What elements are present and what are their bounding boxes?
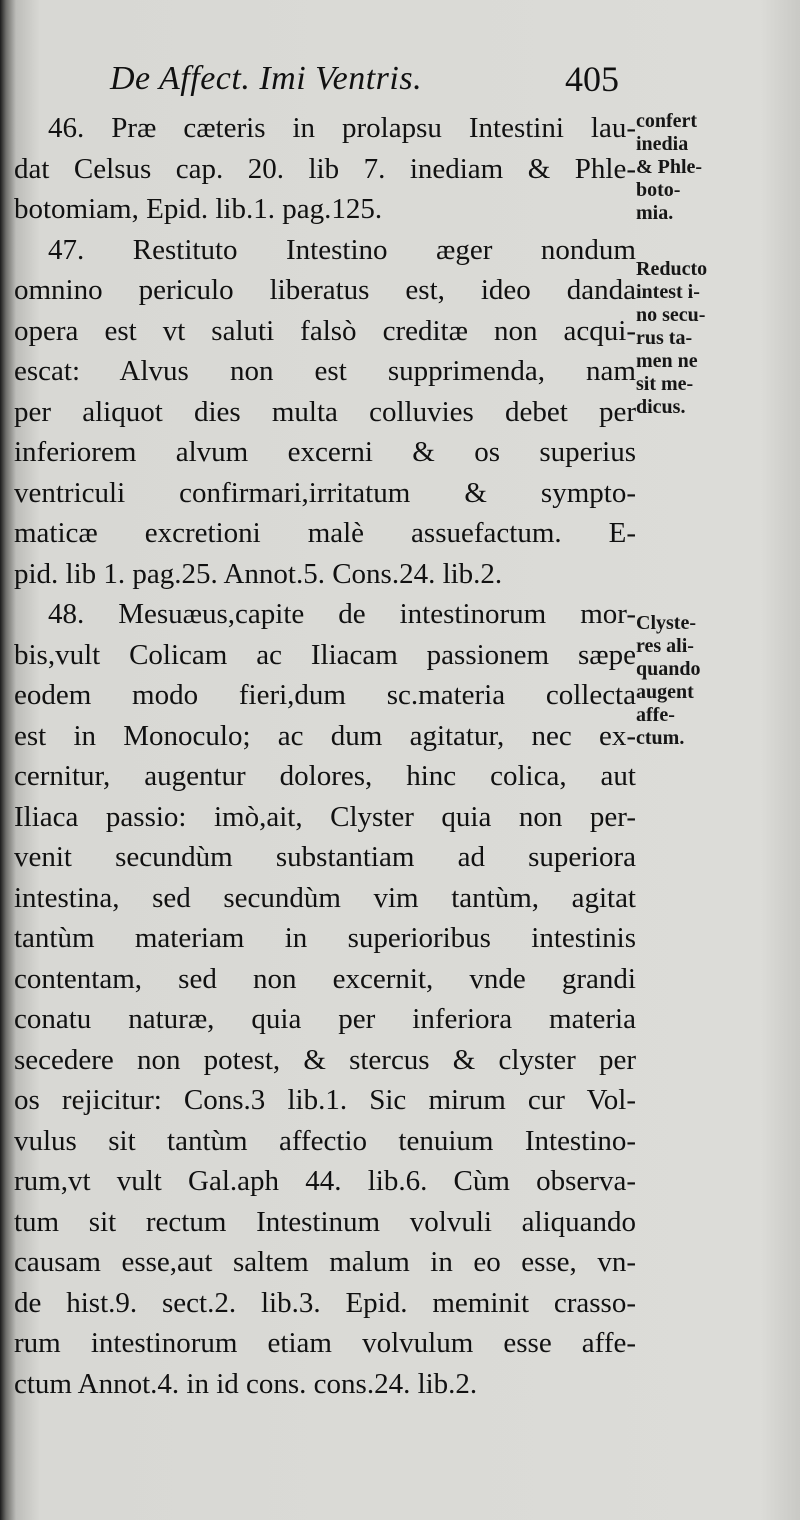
paragraph-47 [14,230,636,595]
text-line: per aliquot dies multa colluvies debet per [14,395,636,428]
text-line: causam esse,aut saltem malum in eo esse, vn- [14,1246,636,1278]
text-line: de hist.9. sect.2. lib.3. Epid. meminit crasso- [14,1286,636,1319]
text-line: os rejicitur: Cons.3 lib.1. Sic mirum cur Vol- [14,1084,636,1116]
text-line: Iliaca passio: imò,ait, Clyster quia non per- [14,800,636,833]
text-line: opera est vt saluti falsò creditæ non acqui- [14,314,636,347]
marginal-line: affe- [636,704,675,726]
text-line: 46. Præ cæteris in prolapsu Intestini lau- [48,112,636,144]
text-line: dat Celsus cap. 20. lib 7. inediam & Phle- [14,152,636,185]
text-line: tum sit rectum Intestinum volvuli aliquando [14,1205,636,1238]
marginal-line: dicus. [636,396,686,418]
marginal-note-clysteres [636,612,756,750]
text-line: 47. Restituto Intestino æger nondum [48,233,636,266]
marginal-line: boto- [636,179,681,201]
text-line: escat: Alvus non est supprimenda, nam [14,355,636,387]
running-head: De Affect. Imi Ventris. [110,60,423,97]
marginal-note-confert-inedia [636,110,756,225]
marginal-line: & Phle- [636,156,703,178]
text-line: bis,vult Colicam ac Iliacam passionem sæpe [14,638,636,671]
text-line: rum,vt vult Gal.aph 44. lib.6. Cùm observa- [14,1165,636,1197]
text-line: rum intestinorum etiam volvulum esse affe- [14,1327,636,1359]
marginal-line: confert [636,110,698,132]
text-line: omnino periculo liberatus est, ideo danda [14,274,636,306]
text-line: inferiorem alvum excerni & os superius [14,436,636,468]
text-line: vulus sit tantùm affectio tenuium Intestino- [14,1124,636,1157]
paragraph-46 [14,108,636,230]
marginal-note-reducto-intestino [636,258,756,419]
marginal-line: men ne [636,350,698,372]
marginal-line: ctum. [636,727,685,749]
marginal-line: augent [636,681,694,703]
marginal-line: quando [636,658,701,680]
marginal-line: rus ta- [636,327,693,349]
text-line: ventriculi confirmari,irritatum & sympto- [14,476,636,509]
text-line: tantùm materiam in superioribus intestinis [14,922,636,954]
text-line: venit secundùm substantiam ad superiora [14,841,636,873]
text-line: ctum Annot.4. in id cons. cons.24. lib.2. [14,1367,478,1400]
text-line: eodem modo fieri,dum sc.materia collecta [14,679,636,711]
marginal-line: intest i- [636,281,700,303]
marginal-line: Reducto [636,258,708,280]
page-header [110,54,630,106]
main-text-column [14,108,636,1404]
text-line: botomiam, Epid. lib.1. pag.125. [14,193,383,225]
marginal-line: no secu- [636,304,706,326]
text-line: secedere non potest, & stercus & clyster per [14,1043,636,1076]
text-line: intestina, sed secundùm vim tantùm, agitat [14,881,636,914]
text-line: pid. lib 1. pag.25. Annot.5. Cons.24. lib.2. [14,557,503,590]
marginal-line: Clyste- [636,612,696,634]
text-line: maticæ excretioni malè assuefactum. E- [14,517,636,549]
marginal-line: inedia [636,133,689,155]
text-line: est in Monoculo; ac dum agitatur, nec ex- [14,719,636,752]
paragraph-48 [14,594,636,1404]
text-line: 48. Mesuæus,capite de intestinorum mor- [48,598,636,630]
text-line: conatu naturæ, quia per inferiora materia [14,1003,636,1035]
marginal-line: sit me- [636,373,694,395]
marginal-line: res ali- [636,635,694,657]
marginal-line: mia. [636,202,674,224]
text-line: contentam, sed non excernit, vnde grandi [14,962,636,995]
text-line: cernitur, augentur dolores, hinc colica, aut [14,760,636,792]
page-number: 405 [565,59,619,99]
